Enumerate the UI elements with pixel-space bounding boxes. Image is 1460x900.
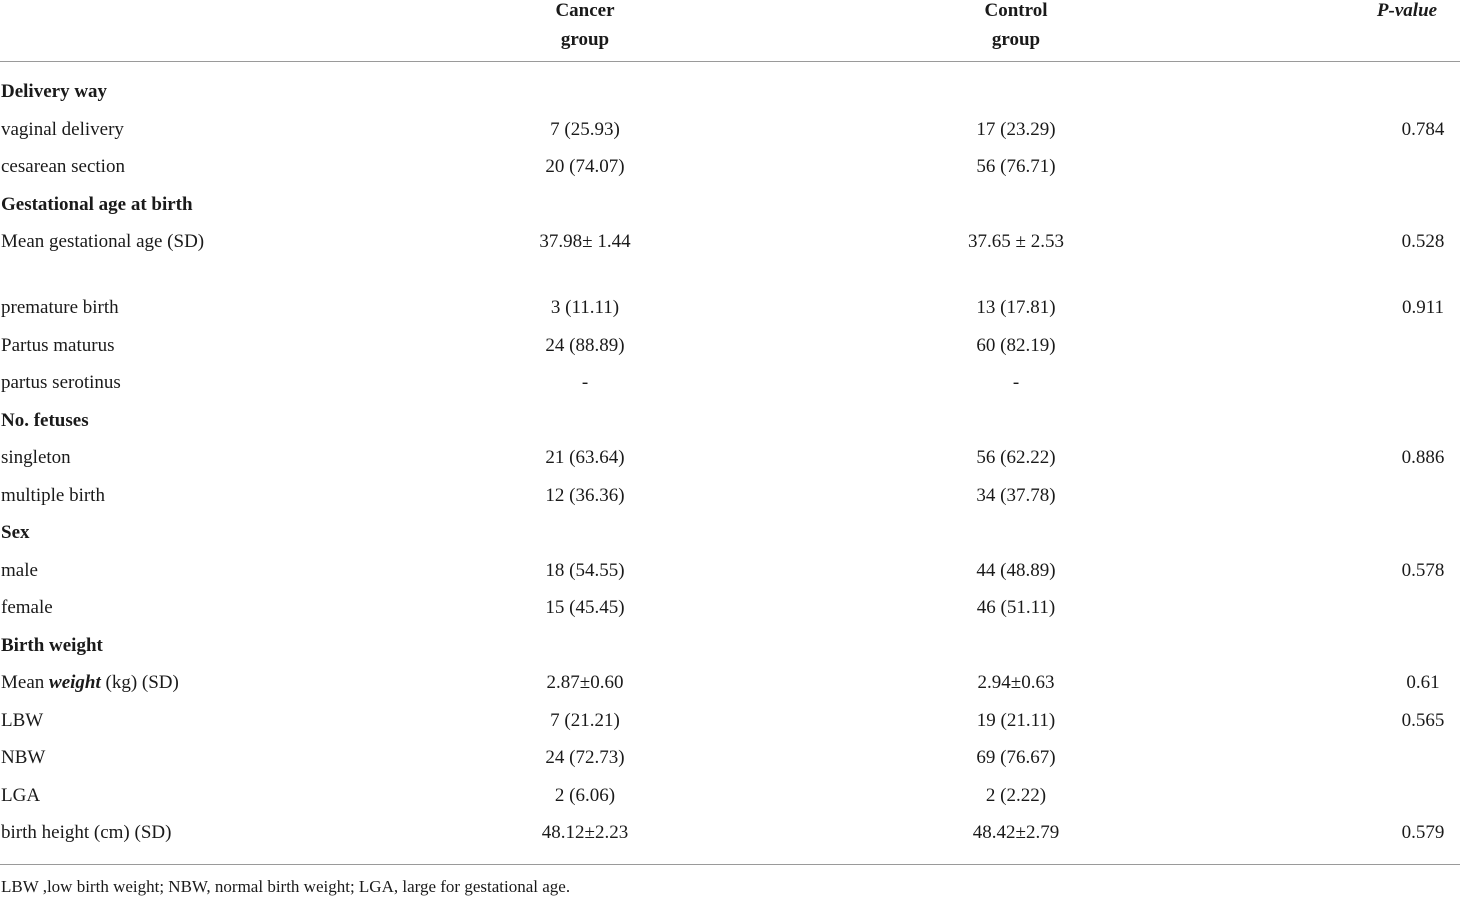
- section-label: Delivery way: [1, 81, 108, 102]
- control-group-value: 19 (21.11): [976, 709, 1056, 731]
- table-row: [0, 739, 1460, 777]
- section-header-row: [0, 627, 1460, 665]
- table-row: [0, 702, 1460, 740]
- row-label: Mean gestational age (SD): [1, 231, 205, 252]
- table-row: [0, 814, 1460, 852]
- table-row: [0, 477, 1460, 515]
- cancer-group-value: 12 (36.36): [545, 484, 625, 506]
- table-body: [0, 73, 1460, 852]
- p-value: 0.578: [1401, 559, 1445, 581]
- section-label: Gestational age at birth: [1, 193, 193, 215]
- cancer-group-value: 15 (45.45): [545, 597, 625, 618]
- section-header-row: [0, 402, 1460, 440]
- control-group-value: 56 (76.71): [976, 156, 1056, 177]
- cancer-group-value: 24 (88.89): [545, 334, 625, 356]
- control-group-value: 37.65 ± 2.53: [968, 231, 1064, 252]
- row-label-suffix: (kg) (SD): [100, 672, 179, 693]
- row-label: NBW: [1, 747, 46, 768]
- control-group-value: 44 (48.89): [976, 559, 1056, 581]
- cancer-group-value: 7 (25.93): [550, 118, 620, 140]
- control-group-value: 13 (17.81): [976, 297, 1056, 318]
- row-label: LBW: [1, 709, 44, 731]
- section-header-row: [0, 73, 1460, 111]
- cancer-group-value: 7 (21.21): [550, 709, 620, 731]
- section-header-row: [0, 186, 1460, 224]
- cancer-group-value: 21 (63.64): [545, 447, 625, 468]
- row-label: vaginal delivery: [1, 118, 124, 140]
- section-label: No. fetuses: [1, 409, 89, 431]
- table-row: [0, 664, 1460, 702]
- header-cancer-line2: group: [560, 29, 610, 50]
- row-label-prefix: Mean: [1, 672, 50, 693]
- p-value: 0.886: [1401, 447, 1445, 468]
- header-p-value: P-value: [1376, 0, 1438, 21]
- row-label: partus serotinus: [1, 372, 121, 393]
- row-label: female: [1, 597, 53, 618]
- cancer-group-value: 3 (11.11): [550, 297, 620, 318]
- p-value: 0.784: [1401, 118, 1445, 140]
- row-label: multiple birth: [1, 484, 105, 506]
- cancer-group-value: 37.98± 1.44: [539, 231, 631, 252]
- table-row: [0, 289, 1460, 327]
- row-label: male: [1, 559, 38, 581]
- cancer-group-value: 18 (54.55): [545, 559, 625, 581]
- row-label: LGA: [1, 784, 41, 806]
- p-value: 0.565: [1401, 709, 1445, 731]
- table-row: [0, 589, 1460, 627]
- p-value: 0.579: [1401, 822, 1445, 843]
- table-row: [0, 223, 1460, 289]
- control-group-value: -: [1012, 372, 1020, 393]
- row-label: [1, 664, 179, 702]
- p-value: 0.61: [1406, 672, 1440, 693]
- control-group-value: 56 (62.22): [976, 447, 1056, 468]
- header-control-line2: group: [991, 29, 1041, 50]
- row-label: birth height (cm) (SD): [1, 822, 172, 843]
- header-control-group: [916, 0, 1116, 54]
- table-bottom-rule: [0, 864, 1460, 865]
- table-row: [0, 327, 1460, 365]
- header-cancer-group: [485, 0, 685, 54]
- section-label: Sex: [1, 522, 30, 543]
- p-value: 0.528: [1401, 231, 1445, 252]
- cancer-group-value: 2.87±0.60: [546, 672, 624, 693]
- header-cancer-line1: Cancer: [555, 0, 615, 21]
- control-group-value: 48.42±2.79: [972, 822, 1060, 843]
- table-row: [0, 364, 1460, 402]
- row-label-emphasis: weight: [49, 672, 101, 693]
- row-label: Partus maturus: [1, 334, 115, 356]
- row-label: cesarean section: [1, 156, 125, 177]
- control-group-value: 17 (23.29): [976, 118, 1056, 140]
- cancer-group-value: 24 (72.73): [545, 747, 625, 768]
- control-group-value: 2 (2.22): [985, 784, 1047, 806]
- table-footnote: LBW ,low birth weight; NBW, normal birth weight; LGA, large for gestational age.: [1, 877, 571, 896]
- table-header: [0, 0, 1460, 62]
- row-label: premature birth: [1, 297, 119, 318]
- cancer-group-value: -: [581, 372, 589, 393]
- table-row: [0, 777, 1460, 815]
- table-row: [0, 111, 1460, 149]
- control-group-value: 2.94±0.63: [977, 672, 1055, 693]
- cancer-group-value: 20 (74.07): [545, 156, 625, 177]
- control-group-value: 34 (37.78): [976, 484, 1056, 506]
- control-group-value: 60 (82.19): [976, 334, 1056, 356]
- table-row: [0, 148, 1460, 186]
- section-label: Birth weight: [1, 634, 103, 656]
- row-label: singleton: [1, 447, 71, 468]
- control-group-value: 46 (51.11): [976, 597, 1056, 618]
- table-row: [0, 439, 1460, 477]
- table-row: [0, 552, 1460, 590]
- cancer-group-value: 48.12±2.23: [541, 822, 629, 843]
- cancer-group-value: 2 (6.06): [554, 784, 616, 806]
- section-header-row: [0, 514, 1460, 552]
- header-control-line1: Control: [984, 0, 1048, 21]
- control-group-value: 69 (76.67): [976, 747, 1056, 768]
- p-value: 0.911: [1401, 297, 1445, 318]
